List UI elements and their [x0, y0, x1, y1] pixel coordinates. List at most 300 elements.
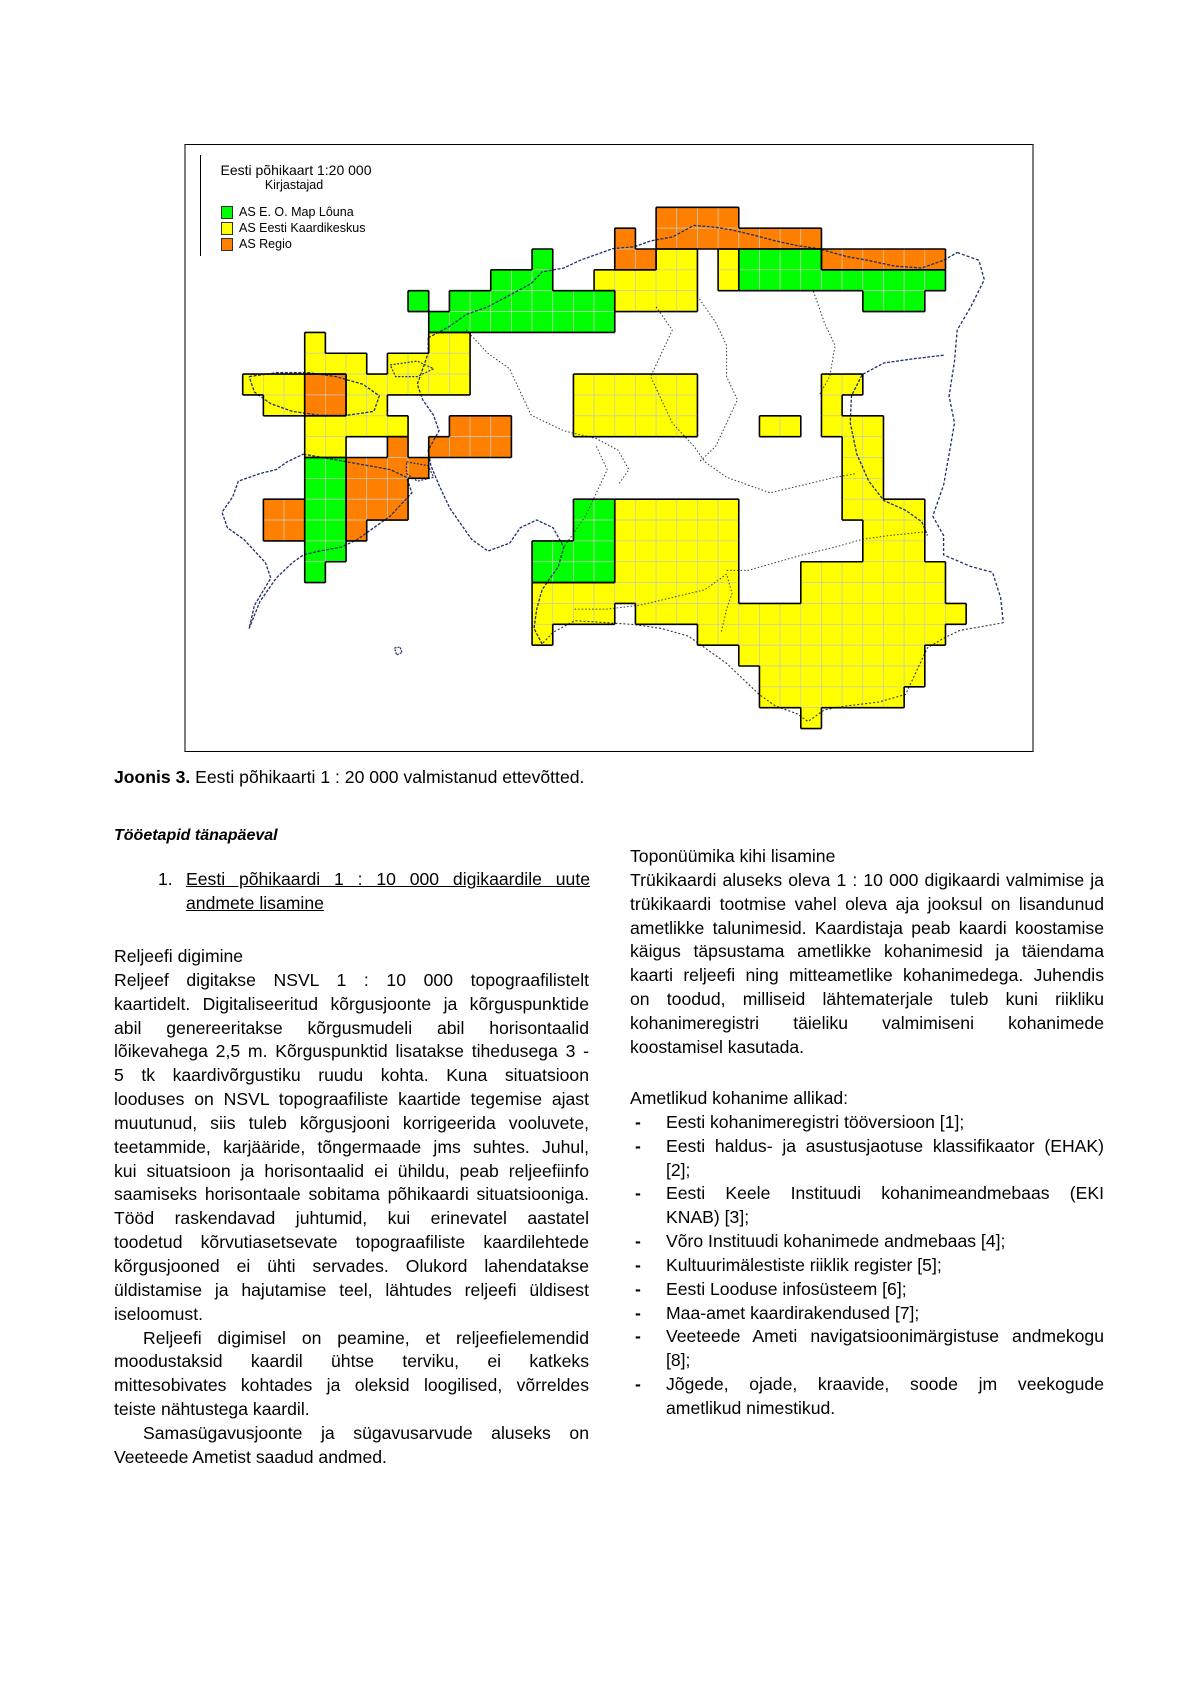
sources-title: Ametlikud kohanime allikad: [630, 1088, 849, 1108]
text-line: Jõgede, ojade, kraavide, soode jm veekogude [666, 1374, 1104, 1395]
map-sheet-green [573, 541, 594, 562]
map-sheet-yellow [677, 395, 698, 416]
map-sheet-green [305, 541, 326, 562]
map-sheet-yellow [615, 541, 636, 562]
map-sheet-yellow [718, 520, 739, 541]
map-sheet-yellow [904, 583, 925, 604]
sources-block [630, 1087, 1104, 1421]
map-sheet-yellow [408, 353, 429, 374]
text-line: Eesti Looduse infosüsteem [6]; [666, 1278, 907, 1299]
map-sheet-orange [491, 416, 512, 437]
map-sheet-yellow [408, 374, 429, 395]
text-line: [8]; [666, 1350, 691, 1371]
map-sheet-yellow [863, 603, 884, 624]
text-line: 5 tk kaardivõrgustiku ruudu kohta. Kuna situatsioon [114, 1065, 589, 1086]
map-sheet-yellow [718, 541, 739, 562]
text-line: Tööd raskendavad juhtumid, kui erinevatel aastatel [114, 1208, 589, 1229]
map-sheet-yellow [821, 374, 842, 395]
map-sheet-yellow [780, 687, 801, 708]
map-sheet-yellow [842, 645, 863, 666]
map-sheet-green [594, 520, 615, 541]
map-sheet-yellow [635, 499, 656, 520]
subsection-title-toponymy: Toponüümika kihi lisamine [630, 846, 836, 866]
text-line: iseloomust. [114, 1303, 203, 1324]
map-sheet-yellow [656, 562, 677, 583]
figure-caption-text: Eesti põhikaarti 1 : 20 000 valmistanud ettevõtted. [190, 767, 585, 787]
source-list-item [630, 1230, 1104, 1254]
map-sheet-yellow [697, 499, 718, 520]
list-bullet: - [635, 1326, 641, 1347]
map-sheet-yellow [656, 374, 677, 395]
map-sheet-orange [925, 249, 946, 270]
map-sheet-green [511, 291, 532, 312]
map-sheet-yellow [718, 583, 739, 604]
map-sheet-green [470, 312, 491, 333]
map-sheet-yellow [573, 374, 594, 395]
map-sheet-yellow [863, 645, 884, 666]
map-sheet-yellow [305, 353, 326, 374]
map-sheet-yellow [635, 520, 656, 541]
map-sheet-green [594, 541, 615, 562]
map-sheet-yellow [821, 645, 842, 666]
map-sheet-yellow [305, 437, 326, 458]
map-sheet-green [532, 541, 553, 562]
map-sheet-green [325, 478, 346, 499]
map-sheet-yellow [553, 583, 574, 604]
heading-line: andmete lisamine [186, 892, 324, 913]
map-sheet-yellow [615, 583, 636, 604]
map-sheet-green [553, 312, 574, 333]
map-sheet-green [408, 291, 429, 312]
map-sheet-yellow [780, 603, 801, 624]
map-sheet-yellow [615, 520, 636, 541]
map-sheet-green [780, 249, 801, 270]
list-bullet: - [635, 1302, 641, 1323]
map-sheet-orange [697, 207, 718, 228]
map-sheet-orange [346, 478, 367, 499]
map-sheet-yellow [821, 603, 842, 624]
map-sheet-green [470, 291, 491, 312]
map-sheet-orange [387, 437, 408, 458]
map-sheet-yellow [677, 374, 698, 395]
map-sheet-green [449, 291, 470, 312]
text-line: Eesti Keele Instituudi kohanimeandmebaas (EKI [666, 1183, 1104, 1204]
map-sheet-yellow [697, 583, 718, 604]
map-sheet-yellow [718, 270, 739, 291]
source-list-item [630, 1135, 1104, 1183]
map-sheet-yellow [656, 395, 677, 416]
map-sheet-orange [491, 437, 512, 458]
list-bullet: - [635, 1254, 641, 1275]
map-sheet-green [883, 270, 904, 291]
map-sheet-yellow [863, 416, 884, 437]
map-sheet-yellow [594, 416, 615, 437]
map-sheet-green [305, 562, 326, 583]
map-sheet-yellow [925, 583, 946, 604]
map-sheet-green [325, 541, 346, 562]
map-sheet-yellow [635, 374, 656, 395]
text-line: ametlikke talunimesid. Kaardistaja peab kaardi koostamise [630, 917, 1104, 938]
text-line: muutunud, siis tuleb kõrgusjooni korrigeerida vooluvete, [114, 1112, 589, 1133]
map-sheet-yellow [945, 603, 966, 624]
source-list-item [630, 1302, 1104, 1326]
left-column [114, 945, 589, 1470]
map-sheet-green [573, 499, 594, 520]
map-sheet-yellow [842, 478, 863, 499]
map-sheet-yellow [677, 562, 698, 583]
map-sheet-yellow [842, 374, 863, 395]
map-sheet-yellow [615, 499, 636, 520]
map-sheet-yellow [677, 270, 698, 291]
ruhnu-coastline [395, 647, 403, 655]
map-sheet-yellow [842, 499, 863, 520]
text-line: teiste nähtustega kaardil. [114, 1399, 310, 1420]
map-sheet-yellow [801, 562, 822, 583]
map-sheet-orange [842, 249, 863, 270]
list-bullet: - [635, 1183, 641, 1204]
map-sheet-yellow [325, 353, 346, 374]
map-sheet-orange [284, 520, 305, 541]
map-sheet-yellow [904, 541, 925, 562]
map-sheet-yellow [863, 562, 884, 583]
map-sheet-yellow [573, 583, 594, 604]
right-column [630, 845, 1104, 1060]
map-sheet-yellow [677, 416, 698, 437]
map-sheet-orange [387, 499, 408, 520]
text-line: kaarti reljeefi ning mitteametlike kohanimedega. Juhendis [630, 965, 1104, 986]
legend-swatch-green [221, 206, 233, 219]
map-sheet-orange [367, 478, 388, 499]
text-line: moodustaksid kaardil ühtse terviku, ei katkeks [114, 1351, 589, 1372]
map-sheet-yellow [284, 374, 305, 395]
text-line: on toodud, milliseid lähtematerjale tuleb kuni riikliku [630, 989, 1104, 1010]
map-sheet-yellow [697, 624, 718, 645]
map-sheet-orange [615, 228, 636, 249]
map-sheet-yellow [883, 666, 904, 687]
text-line: kui situatsioon ja horisontaalid ei ühildu, peab reljeefiinfo [114, 1160, 589, 1181]
heading-text [186, 868, 590, 916]
map-sheet-yellow [759, 645, 780, 666]
map-sheet-yellow [532, 624, 553, 645]
source-list-item [630, 1325, 1104, 1373]
list-bullet: - [635, 1374, 641, 1395]
map-sheet-yellow [904, 562, 925, 583]
map-sheet-yellow [925, 562, 946, 583]
list-bullet: - [635, 1231, 641, 1252]
text-line: toodetud kõrvutiasetsevate topograafiliste kaardilehtede [114, 1232, 589, 1253]
map-sheet-yellow [925, 624, 946, 645]
map-sheet-yellow [759, 687, 780, 708]
map-sheet-orange [470, 437, 491, 458]
map-sheet-yellow [718, 562, 739, 583]
map-sheet-yellow [635, 603, 656, 624]
text-line: Samasügavusjoonte ja sügavusarvude aluseks on [143, 1422, 589, 1443]
map-sheet-yellow [883, 583, 904, 604]
map-sheet-green [511, 270, 532, 291]
map-sheet-yellow [821, 416, 842, 437]
map-sheet-yellow [635, 270, 656, 291]
paragraph-relief-2 [114, 1327, 589, 1422]
heading-line: Eesti põhikaardi 1 : 10 000 digikaardile uute [186, 869, 590, 889]
text-line: Kultuurimälestiste riiklik register [5]; [666, 1254, 942, 1275]
text-line: mittesobivates kohtades ja oleksid loogilised, võrreldes [114, 1375, 589, 1396]
map-sheet-green [325, 499, 346, 520]
text-line: Eesti haldus- ja asustusjaotuse klassifikaator (EHAK) [666, 1135, 1104, 1156]
map-sheet-green [801, 270, 822, 291]
legend-subtitle: Kirjastajad [264, 178, 324, 192]
map-sheet-orange [801, 228, 822, 249]
map-sheet-yellow [842, 624, 863, 645]
map-sheet-yellow [553, 603, 574, 624]
figure-caption [114, 766, 584, 790]
map-sheet-yellow [842, 437, 863, 458]
coverage-map-figure [184, 144, 1034, 752]
map-sheet-yellow [615, 562, 636, 583]
map-sheet-yellow [718, 624, 739, 645]
map-sheet-orange [429, 437, 450, 458]
map-sheet-orange [656, 207, 677, 228]
map-sheet-yellow [367, 416, 388, 437]
map-sheet-yellow [863, 541, 884, 562]
map-sheet-yellow [346, 374, 367, 395]
map-sheet-orange [759, 228, 780, 249]
map-sheet-green [821, 270, 842, 291]
county-border [748, 474, 857, 493]
map-sheet-green [325, 458, 346, 479]
map-sheet-orange [284, 499, 305, 520]
map-sheet-yellow [429, 374, 450, 395]
map-sheet-green [780, 270, 801, 291]
map-sheet-yellow [635, 562, 656, 583]
text-line: teetammide, karjääride, tõngermaade jms suhtes. Juhul, [114, 1136, 589, 1157]
text-line: Võro Instituudi kohanimede andmebaas [4]; [666, 1231, 1006, 1252]
map-sheet-yellow [780, 624, 801, 645]
map-sheet-green [491, 312, 512, 333]
map-sheet-yellow [367, 395, 388, 416]
map-sheet-green [553, 291, 574, 312]
map-sheet-orange [387, 478, 408, 499]
map-sheet-orange [677, 228, 698, 249]
list-bullet: - [635, 1278, 641, 1299]
map-sheet-green [573, 562, 594, 583]
source-list-item [630, 1373, 1104, 1421]
subsection-title-relief: Reljeefi digimine [114, 946, 244, 966]
map-sheet-green [925, 270, 946, 291]
map-sheet-yellow [656, 270, 677, 291]
map-sheet-yellow [532, 583, 553, 604]
map-sheet-yellow [243, 374, 264, 395]
map-sheet-yellow [821, 666, 842, 687]
map-sheet-yellow [449, 332, 470, 353]
map-sheet-yellow [883, 562, 904, 583]
map-sheet-yellow [718, 603, 739, 624]
map-sheet-yellow [387, 416, 408, 437]
map-sheet-yellow [615, 374, 636, 395]
legend-swatch-orange [221, 238, 233, 251]
legend-swatch-yellow [221, 222, 233, 235]
map-sheet-green [511, 312, 532, 333]
map-sheet-yellow [842, 687, 863, 708]
map-sheet-orange [305, 395, 326, 416]
map-sheet-yellow [346, 353, 367, 374]
map-sheet-yellow [573, 395, 594, 416]
map-sheet-yellow [863, 666, 884, 687]
map-sheet-yellow [780, 666, 801, 687]
map-sheet-yellow [883, 541, 904, 562]
map-sheet-green [429, 312, 450, 333]
map-sheet-yellow [842, 666, 863, 687]
map-sheet-cells [243, 207, 966, 728]
text-line: Veeteede Ametist saadud andmed. [114, 1446, 387, 1467]
map-sheet-orange [449, 437, 470, 458]
legend-label: AS Eesti Kaardikeskus [239, 221, 366, 235]
map-sheet-green [739, 270, 760, 291]
map-sheet-yellow [677, 520, 698, 541]
map-sheet-yellow [739, 603, 760, 624]
map-sheet-orange [325, 395, 346, 416]
map-sheet-yellow [842, 603, 863, 624]
map-sheet-yellow [863, 583, 884, 604]
map-sheet-yellow [821, 583, 842, 604]
map-sheet-yellow [801, 666, 822, 687]
map-sheet-green [305, 499, 326, 520]
source-list-item [630, 1254, 1104, 1278]
map-sheet-yellow [263, 374, 284, 395]
map-sheet-yellow [284, 395, 305, 416]
paragraph-relief-1 [114, 969, 589, 1327]
map-sheet-green [573, 312, 594, 333]
map-sheet-yellow [677, 603, 698, 624]
map-sheet-orange [615, 249, 636, 270]
map-sheet-orange [718, 207, 739, 228]
figure-caption-label: Joonis 3. [114, 767, 191, 787]
map-sheet-yellow [904, 624, 925, 645]
map-sheet-yellow [677, 249, 698, 270]
map-sheet-yellow [615, 395, 636, 416]
text-line: abil genereeritakse kõrgusmudeli abil horisontaalid [114, 1017, 589, 1038]
list-bullet: - [635, 1135, 641, 1156]
map-sheet-yellow [697, 562, 718, 583]
paragraph-relief-3 [114, 1422, 589, 1470]
map-sheet-yellow [718, 249, 739, 270]
map-sheet-yellow [883, 499, 904, 520]
map-sheet-yellow [677, 541, 698, 562]
map-sheet-orange [263, 520, 284, 541]
legend-divider [200, 155, 201, 256]
text-line: trükikaardi tootmise vahel oleva aja jooksul on lisandunud [630, 893, 1104, 914]
map-sheet-orange [305, 374, 326, 395]
map-sheet-green [759, 270, 780, 291]
map-sheet-yellow [780, 416, 801, 437]
text-line: kohanimeregistri täieliku valmimiseni kohanimede [630, 1012, 1104, 1033]
map-sheet-yellow [325, 416, 346, 437]
map-sheet-yellow [842, 562, 863, 583]
map-sheet-yellow [842, 583, 863, 604]
text-line: saamiseks horisontaale sobitama põhikaardi situatsiooniga. [114, 1184, 589, 1205]
legend-label: AS E. O. Map Lôuna [239, 205, 354, 219]
map-sheet-yellow [801, 624, 822, 645]
map-sheet-yellow [801, 583, 822, 604]
county-border [700, 299, 738, 462]
map-sheet-yellow [449, 374, 470, 395]
map-sheet-yellow [821, 562, 842, 583]
map-sheet-orange [408, 458, 429, 479]
map-sheet-yellow [594, 270, 615, 291]
map-sheet-yellow [656, 520, 677, 541]
map-sheet-yellow [615, 270, 636, 291]
map-sheet-yellow [656, 499, 677, 520]
map-sheet-yellow [759, 603, 780, 624]
map-sheet-green [594, 499, 615, 520]
map-sheet-yellow [863, 499, 884, 520]
text-line: Eesti kohanimeregistri tööversioon [1]; [666, 1111, 965, 1132]
map-sheet-yellow [697, 603, 718, 624]
map-sheet-orange [367, 499, 388, 520]
legend-label: AS Regio [239, 237, 292, 251]
map-sheet-green [759, 249, 780, 270]
list-bullet: - [635, 1111, 641, 1132]
text-line: ametlikud nimestikud. [666, 1397, 836, 1418]
map-sheet-yellow [656, 249, 677, 270]
map-sheet-yellow [718, 499, 739, 520]
map-sheet-green [904, 270, 925, 291]
text-line: kaartidelt. Digitaliseeritud kõrgusjoonte ja kõrguspunktide [114, 993, 589, 1014]
map-sheet-yellow [635, 395, 656, 416]
map-sheet-yellow [429, 353, 450, 374]
map-sheet-orange [346, 520, 367, 541]
text-line: lõikevahega 2,5 m. Kõrguspunktid lisatakse tihedusega 3 - [114, 1041, 589, 1062]
text-line: käigus täpsustama ametlikke kohanimesid ja täiendama [630, 941, 1104, 962]
map-sheet-yellow [821, 624, 842, 645]
heading-number: 1. [158, 869, 173, 889]
map-sheet-yellow [739, 645, 760, 666]
text-line: looduses on NSVL topograafiliste kaartide tegemise ajast [114, 1089, 589, 1110]
map-sheet-yellow [367, 374, 388, 395]
map-sheet-yellow [656, 291, 677, 312]
map-sheet-yellow [346, 416, 367, 437]
map-sheet-orange [263, 499, 284, 520]
map-sheet-green [594, 312, 615, 333]
map-sheet-yellow [883, 603, 904, 624]
map-sheet-yellow [863, 437, 884, 458]
map-sheet-yellow [305, 332, 326, 353]
map-sheet-orange [697, 228, 718, 249]
map-sheet-yellow [325, 437, 346, 458]
map-sheet-yellow [904, 603, 925, 624]
legend-title: Eesti põhikaart 1:20 000 [220, 162, 372, 178]
map-sheet-green [325, 520, 346, 541]
map-sheet-green [532, 291, 553, 312]
map-sheet-green [863, 270, 884, 291]
map-sheet-orange [449, 416, 470, 437]
map-sheet-yellow [656, 541, 677, 562]
map-sheet-yellow [759, 666, 780, 687]
source-list-item [630, 1182, 1104, 1230]
map-sheet-green [573, 291, 594, 312]
map-sheet-green [594, 291, 615, 312]
text-line: kõrgusjooned ei ühti servades. Olukord lahendatakse [114, 1255, 589, 1276]
map-sheet-yellow [594, 395, 615, 416]
map-sheet-green [904, 291, 925, 312]
map-sheet-yellow [883, 624, 904, 645]
map-sheet-green [491, 291, 512, 312]
map-sheet-green [842, 270, 863, 291]
map-sheet-orange [346, 458, 367, 479]
map-sheet-orange [780, 228, 801, 249]
map-sheet-yellow [635, 583, 656, 604]
map-sheet-yellow [821, 395, 842, 416]
map-sheet-orange [470, 416, 491, 437]
